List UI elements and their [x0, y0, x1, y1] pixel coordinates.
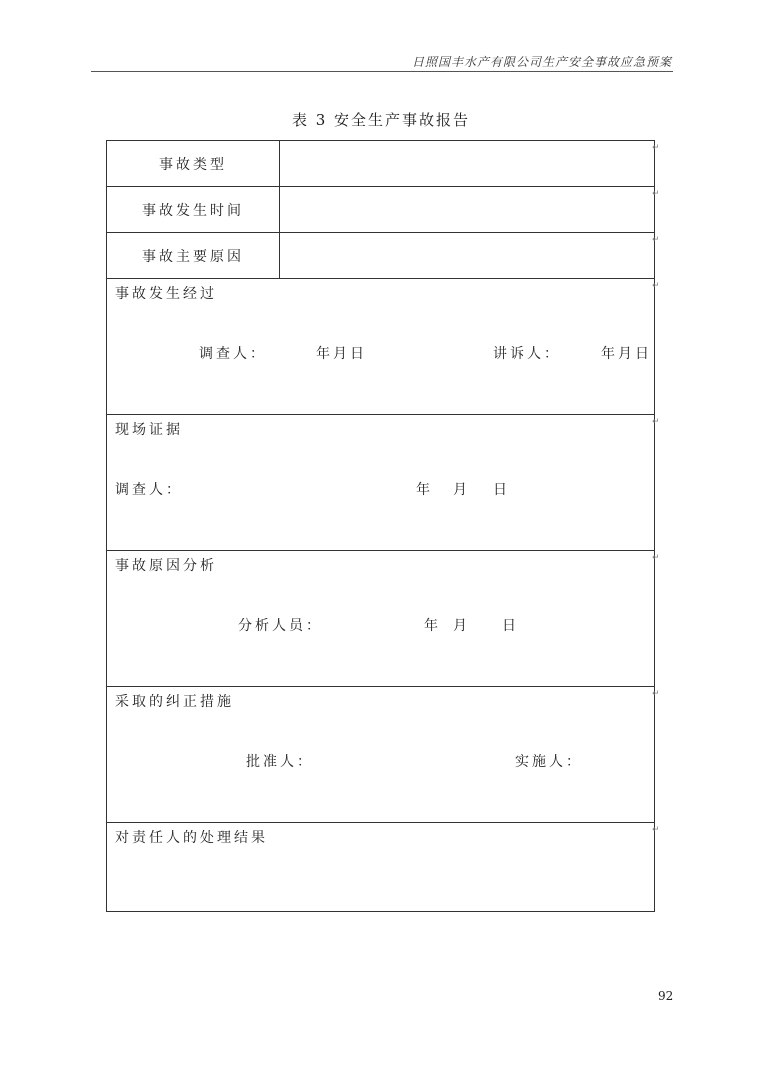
section-responsible-handling[interactable]: [107, 823, 654, 911]
label-cause-analysis: 事故原因分析: [115, 558, 217, 574]
evidence-investigator-label: 调查人：: [115, 482, 183, 498]
process-narrator-label: 讲诉人：: [493, 346, 561, 362]
analysis-year: 年: [424, 618, 441, 634]
label-accident-type: 事故类型: [107, 141, 280, 186]
process-investigator-date: 年月日: [316, 346, 367, 362]
row-accident-time: [107, 187, 654, 233]
label-corrective-measures: 采取的纠正措施: [115, 694, 234, 710]
field-accident-time[interactable]: [280, 187, 654, 232]
process-narrator-date: 年月日: [601, 346, 652, 362]
document-header: 日照国丰水产有限公司生产安全事故应急预案: [411, 55, 672, 69]
paragraph-mark: ↵: [652, 825, 660, 835]
analysis-analyst-label: 分析人员：: [238, 618, 323, 634]
corrective-approver-label: 批准人：: [246, 754, 314, 770]
label-accident-process: 事故发生经过: [115, 286, 217, 302]
section-cause-analysis[interactable]: [107, 551, 654, 687]
row-accident-type: [107, 141, 654, 187]
paragraph-mark: ↵: [652, 689, 660, 699]
paragraph-mark: ↵: [652, 235, 660, 245]
analysis-day: 日: [502, 618, 519, 634]
evidence-month: 月: [453, 482, 470, 498]
label-site-evidence: 现场证据: [115, 422, 183, 438]
row-main-cause: [107, 233, 654, 279]
paragraph-mark: ↵: [652, 143, 660, 153]
analysis-month: 月: [453, 618, 470, 634]
section-corrective-measures[interactable]: [107, 687, 654, 823]
label-accident-time: 事故发生时间: [107, 187, 280, 232]
paragraph-mark: ↵: [652, 417, 660, 427]
accident-report-table: [106, 140, 655, 912]
evidence-year: 年: [416, 482, 433, 498]
label-responsible-handling: 对责任人的处理结果: [115, 830, 268, 846]
corrective-implementer-label: 实施人：: [515, 754, 583, 770]
evidence-day: 日: [493, 482, 510, 498]
paragraph-mark: ↵: [652, 281, 660, 291]
section-accident-process[interactable]: [107, 279, 654, 415]
paragraph-mark: ↵: [652, 553, 660, 563]
page-number: 92: [658, 989, 674, 1003]
field-accident-type[interactable]: [280, 141, 654, 186]
field-main-cause[interactable]: [280, 233, 654, 278]
form-title: 表 3 安全生产事故报告: [291, 111, 471, 129]
label-main-cause: 事故主要原因: [107, 233, 280, 278]
paragraph-mark: ↵: [652, 189, 660, 199]
section-site-evidence[interactable]: [107, 415, 654, 551]
process-investigator-label: 调查人：: [199, 346, 267, 362]
header-rule: [91, 71, 673, 72]
